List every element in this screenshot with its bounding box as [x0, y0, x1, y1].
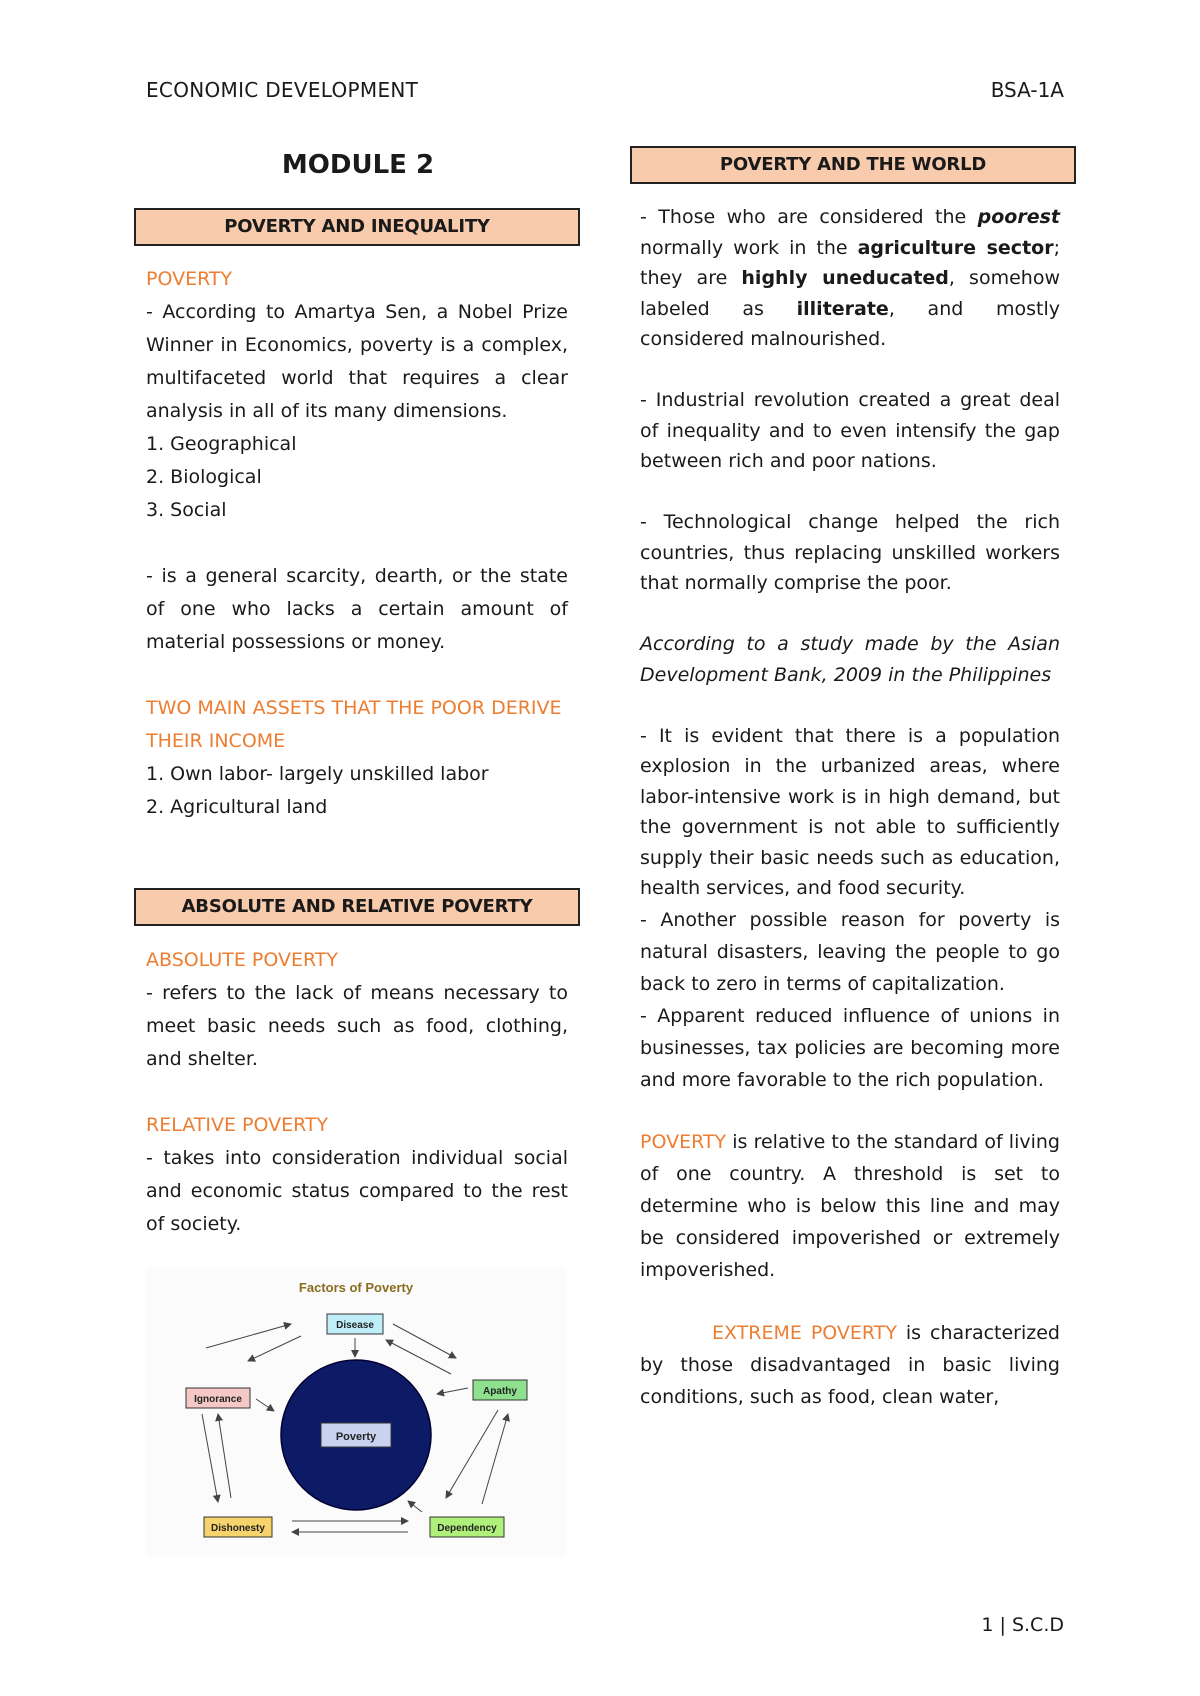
- dimension-item: 1. Geographical: [146, 433, 297, 455]
- header-class: BSA-1A: [990, 78, 1064, 102]
- dimension-item: 2. Biological: [146, 466, 262, 488]
- poverty-section: [146, 263, 568, 824]
- paragraph-extreme-poverty: EXTREME POVERTY is characterized by those disadvantaged in basic living conditions, such as food, clean water,: [640, 1321, 1060, 1408]
- absolute-heading: ABSOLUTE POVERTY: [146, 949, 339, 971]
- diagram-title: Factors of Poverty: [298, 1280, 414, 1295]
- scarcity-definition: - is a general scarcity, dearth, or the state of one who lacks a certain amount of material possessions or money.: [146, 565, 568, 653]
- absolute-definition: - refers to the lack of means necessary to meet basic needs such as food, clothing, and shelter.: [146, 982, 568, 1070]
- header-title: ECONOMIC DEVELOPMENT: [146, 78, 419, 102]
- paragraph-population: - It is evident that there is a population explosion in the urbanized areas, where labor-intensive work is in high demand, but the government is not able to sufficiently supply their basic needs such as education, health services, and food security.: [640, 724, 1060, 899]
- poverty-label: Poverty: [335, 1431, 377, 1443]
- paragraph-industrial: - Industrial revolution created a great deal of inequality and to even intensify the gap between rich and poor nations.: [640, 389, 1060, 472]
- poverty-definition: - According to Amartya Sen, a Nobel Prize Winner in Economics, poverty is a complex, multifaceted world that requires a clear analysis in all of its many dimensions.: [146, 301, 568, 422]
- factors-of-poverty-diagram: [146, 1268, 566, 1556]
- poverty-heading: POVERTY: [146, 268, 233, 290]
- paragraph-technological: - Technological change helped the rich countries, thus replacing unskilled workers that normally comprise the poor.: [640, 511, 1060, 594]
- asset-item: 2. Agricultural land: [146, 796, 328, 818]
- relative-heading: RELATIVE POVERTY: [146, 1114, 329, 1136]
- relative-definition: - takes into consideration individual social and economic status compared to the rest of society.: [146, 1147, 568, 1235]
- paragraph-adb-study: According to a study made by the Asian Development Bank, 2009 in the Philippines: [640, 633, 1060, 686]
- paragraph-relative-standard: POVERTY is relative to the standard of living of one country. A threshold is set to determine who is below this line and may be considered impoverished or extremely impoverished.: [640, 1131, 1060, 1281]
- absolute-relative-section: [146, 944, 568, 1241]
- paragraph-disasters: - Another possible reason for poverty is natural disasters, leaving the people to go back to zero in terms of capitalization.: [640, 908, 1060, 995]
- paragraph-poorest: - Those who are considered the poorest normally work in the agriculture sector; they are highly uneducated, somehow labeled as illiterate, and mostly considered malnourished.: [640, 206, 1061, 350]
- apathy-label: Apathy: [483, 1386, 517, 1397]
- dependency-label: Dependency: [437, 1523, 497, 1534]
- section-poverty-world: POVERTY AND THE WORLD: [630, 146, 1076, 184]
- ignorance-label: Ignorance: [194, 1394, 242, 1405]
- section-poverty-inequality: POVERTY AND INEQUALITY: [134, 208, 580, 246]
- dishonesty-label: Dishonesty: [211, 1523, 265, 1534]
- module-title: MODULE 2: [281, 150, 435, 180]
- assets-heading: TWO MAIN ASSETS THAT THE POOR DERIVE THEIR INCOME: [146, 697, 562, 752]
- asset-item: 1. Own labor- largely unskilled labor: [146, 763, 489, 785]
- disease-label: Disease: [336, 1320, 374, 1331]
- page-footer: 1 | S.C.D: [981, 1614, 1064, 1636]
- paragraph-unions: - Apparent reduced influence of unions in businesses, tax policies are becoming more and more favorable to the rich population.: [640, 1004, 1060, 1091]
- dimension-item: 3. Social: [146, 499, 227, 521]
- poverty-world-section: [640, 202, 1060, 1413]
- section-absolute-relative: ABSOLUTE AND RELATIVE POVERTY: [134, 888, 580, 926]
